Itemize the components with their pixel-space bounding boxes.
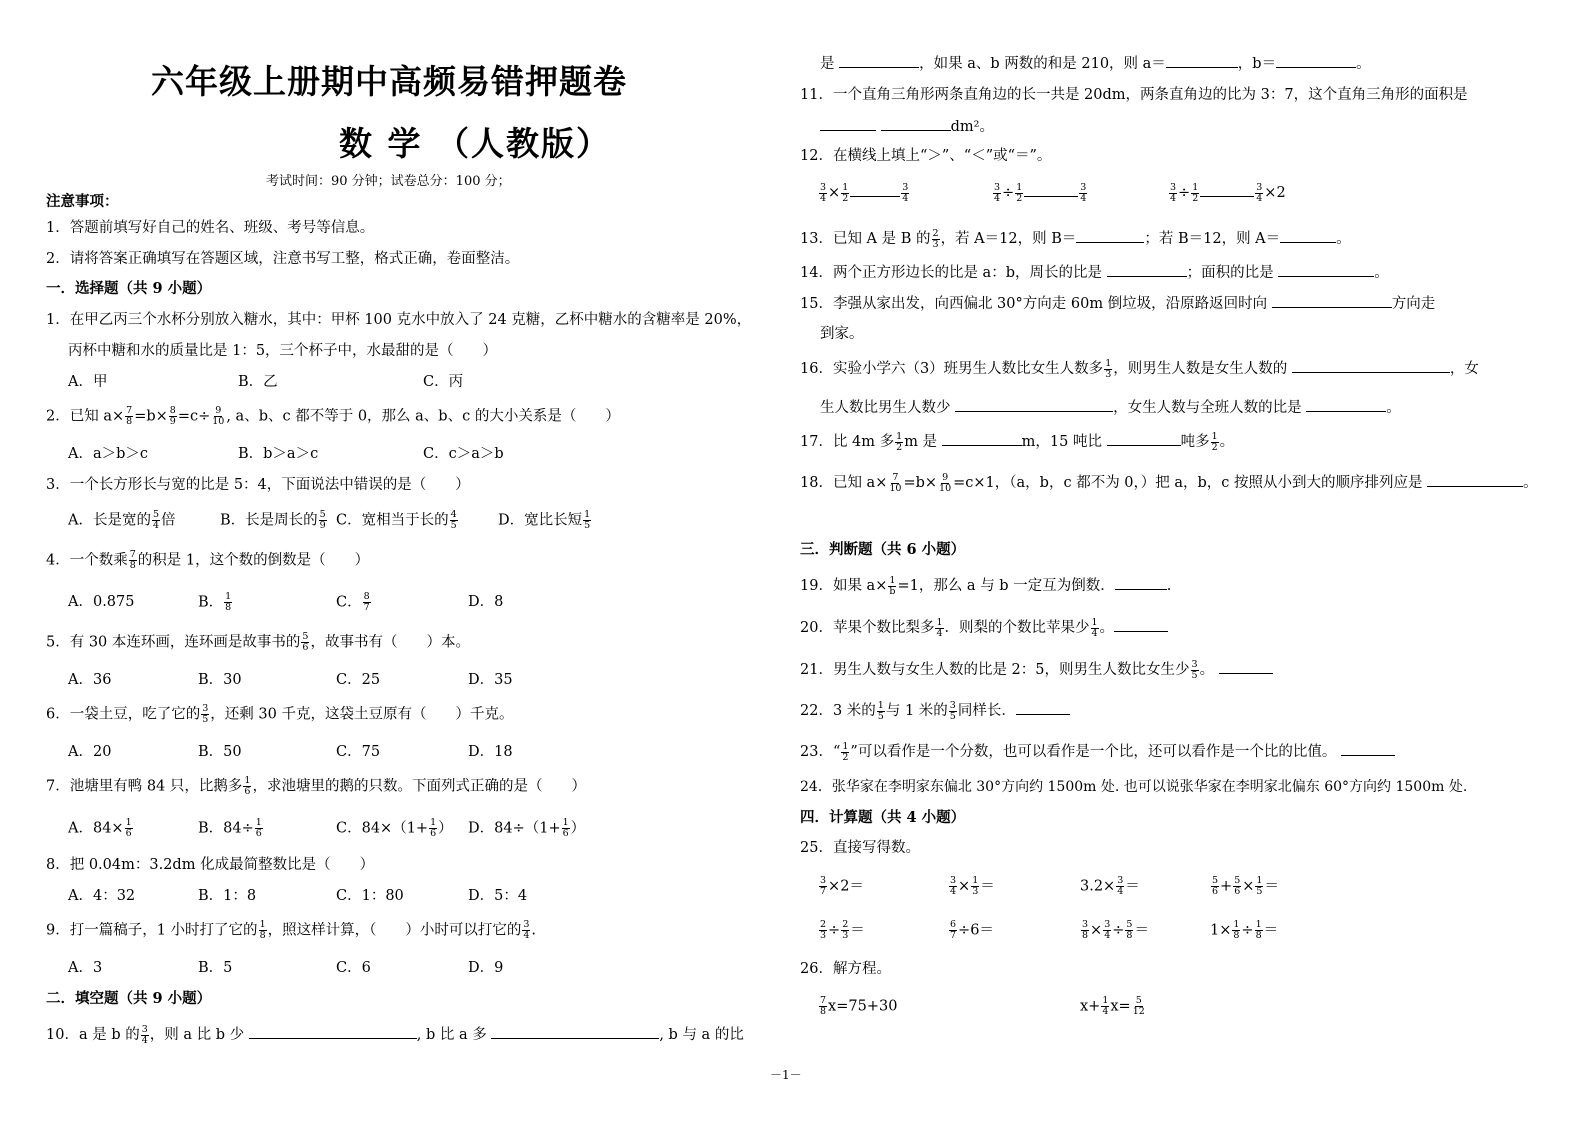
answer-blank[interactable]	[1272, 293, 1392, 308]
question-16-line-2: 生人数比男生人数少 ，女生人数与全班人数的比是 。	[820, 397, 1401, 418]
page-title: 六年级上册期中高频易错押题卷	[151, 62, 627, 101]
question-15-line-1: 15．李强从家出发，向西偏北 30°方向走 60m 倒垃圾，沿原路返回时向 方向走	[800, 293, 1435, 314]
option-b[interactable]: B．长是周长的 $\frac{5}{9}$	[220, 509, 326, 531]
question-4: 4．一个数乘 $\frac{7}{8}$ 的积是 1，这个数的倒数是（ ）	[46, 549, 370, 571]
option-d[interactable]: D．5：4	[468, 888, 528, 904]
answer-blank[interactable]	[1016, 700, 1070, 715]
q2-text-2: =b×	[134, 408, 168, 425]
calc-item: $\frac{6}{7}$ ÷6＝	[950, 919, 994, 941]
answer-blank[interactable]	[1427, 472, 1523, 487]
answer-blank[interactable]	[1076, 228, 1144, 243]
q2-text-3: =c÷	[177, 408, 211, 425]
question-11-line-2: dm²。	[820, 116, 994, 137]
question-10-continued: 是 ，如果 a、b 两数的和是 210，则 a＝ ，b＝ 。	[820, 53, 1371, 74]
question-21: 21．男生人数与女生人数的比是 2：5，则男生人数比女生少 $\frac{3}{5}$ 。	[800, 659, 1273, 681]
answer-blank[interactable]	[881, 116, 951, 131]
option-b[interactable]: B． $\frac{1}{8}$	[198, 591, 232, 613]
calc-item: 3.2× $\frac{3}{4}$ ＝	[1080, 875, 1140, 897]
option-c[interactable]: C．宽相当于长的 $\frac{4}{5}$	[336, 509, 457, 531]
q2-text-1: 2．已知 a×	[46, 408, 125, 425]
answer-blank[interactable]	[850, 182, 900, 197]
option-d[interactable]: D．9	[468, 960, 504, 976]
option-a[interactable]: A．4：32	[68, 888, 136, 904]
option-c[interactable]: C．丙	[423, 374, 464, 390]
answer-blank[interactable]	[249, 1024, 417, 1039]
question-26: 26．解方程。	[800, 961, 891, 977]
compare-item-3: $\frac{3}{4}$ ÷ $\frac{1}{2}$ $\frac{3}{4}$ ×2	[1170, 181, 1286, 204]
section-choice: 一．选择题（共 9 小题）	[46, 280, 212, 297]
question-17: 17．比 4m 多 $\frac{1}{2}$ m 是 m，15 吨比 吨多 $\frac{1}{2}$ 。	[800, 430, 1235, 453]
answer-blank[interactable]	[1166, 53, 1238, 68]
notice-item-1: 1．答题前填写好自己的姓名、班级、考号等信息。	[46, 220, 375, 236]
option-d[interactable]: D．35	[468, 672, 513, 688]
option-b[interactable]: B．5	[198, 960, 233, 976]
compare-item-2: $\frac{3}{4}$ ÷ $\frac{1}{2}$ $\frac{3}{4}$	[994, 181, 1087, 204]
answer-blank[interactable]	[1278, 262, 1374, 277]
answer-blank[interactable]	[1219, 659, 1273, 674]
option-a[interactable]: A．20	[68, 744, 112, 760]
question-7: 7．池塘里有鸭 84 只，比鹅多 $\frac{1}{6}$ ，求池塘里的鹅的只数。下面列式正确的是（ ）	[46, 775, 586, 797]
answer-blank[interactable]	[955, 397, 1113, 412]
question-13: 13．已知 A 是 B 的 $\frac{2}{3}$ ，若 A＝12，则 B＝ ；若 B＝12，则 A＝ 。	[800, 227, 1351, 250]
option-a[interactable]: A．长是宽的 $\frac{5}{4}$ 倍	[68, 509, 176, 531]
option-c[interactable]: C．1：80	[336, 888, 404, 904]
answer-blank[interactable]	[839, 53, 919, 68]
question-1-line-2: 丙杯中糖和水的质量比是 1：5，三个杯子中，水最甜的是（ ）	[68, 343, 498, 359]
question-5: 5．有 30 本连环画，连环画是故事书的 $\frac{5}{6}$ ，故事书有（ ）本。	[46, 631, 470, 653]
section-calc: 四．计算题（共 4 小题）	[800, 809, 966, 826]
question-14: 14．两个正方形边长的比是 a：b，周长的比是 ；面积的比是 。	[800, 262, 1389, 283]
question-8: 8．把 0.04m：3.2dm 化成最简整数比是（ ）	[46, 857, 375, 873]
option-c[interactable]: C．6	[336, 960, 371, 976]
equation-2: x+ $\frac{1}{4}$ x= $\frac{5}{12}$	[1080, 995, 1145, 1017]
page-number: －1－	[770, 1068, 802, 1082]
question-1-line-1: 1．在甲乙丙三个水杯分别放入糖水，其中：甲杯 100 克水中放入了 24 克糖，乙杯中糖水的含糖率是 20%，	[46, 312, 752, 328]
section-fill: 二．填空题（共 9 小题）	[46, 990, 212, 1007]
question-15-line-2: 到家。	[820, 326, 864, 342]
answer-blank[interactable]	[491, 1024, 659, 1039]
fraction: $\frac{7}{8}$	[126, 405, 133, 427]
calc-item: $\frac{3}{4}$ × $\frac{1}{3}$ ＝	[950, 875, 995, 897]
calc-item: $\frac{2}{3}$ ÷ $\frac{2}{3}$ ＝	[820, 919, 865, 941]
question-6: 6．一袋土豆，吃了它的 $\frac{3}{5}$ ，还剩 30 千克，这袋土豆原有（ ）千克。	[46, 703, 514, 725]
question-19: 19．如果 a× $\frac{1}{b}$ =1，那么 a 与 b 一定互为倒数． .	[800, 574, 1172, 597]
answer-blank[interactable]	[1024, 182, 1078, 197]
answer-blank[interactable]	[942, 431, 1022, 446]
option-d[interactable]: D．宽比长短 $\frac{1}{5}$	[498, 509, 591, 531]
option-a[interactable]: A．a＞b＞c	[68, 446, 149, 462]
option-a[interactable]: A．3	[68, 960, 103, 976]
question-2	[46, 406, 620, 427]
option-d[interactable]: D．84÷（1+ $\frac{1}{6}$ ）	[468, 817, 586, 839]
equation-1: $\frac{7}{8}$ x=75+30	[820, 995, 898, 1017]
question-23: 23．“ $\frac{1}{2}$ ”可以看作是一个分数，也可以看作是一个比，还可以看作是一个比的比值。	[800, 741, 1395, 763]
option-b[interactable]: B．50	[198, 744, 242, 760]
notice-item-2: 2．请将答案正确填写在答题区域，注意书写工整，格式正确，卷面整洁。	[46, 251, 520, 267]
answer-blank[interactable]	[1107, 262, 1187, 277]
page-subtitle: 数 学 （人教版）	[339, 124, 611, 163]
option-a[interactable]: A．甲	[68, 374, 108, 390]
question-10: 10．a 是 b 的 $\frac{3}{4}$ ，则 a 比 b 少 , b 比 a 多 , b 与 a 的比	[46, 1023, 744, 1046]
answer-blank[interactable]	[1292, 358, 1450, 373]
answer-blank[interactable]	[1306, 397, 1386, 412]
option-c[interactable]: C．c＞a＞b	[423, 446, 504, 462]
answer-blank[interactable]	[1280, 228, 1336, 243]
answer-blank[interactable]	[1114, 617, 1168, 632]
calc-item: 1× $\frac{1}{8}$ ÷ $\frac{1}{8}$ ＝	[1210, 919, 1279, 941]
option-a[interactable]: A．0.875	[68, 594, 135, 610]
answer-blank[interactable]	[1115, 575, 1167, 590]
option-d[interactable]: D．18	[468, 744, 513, 760]
question-16-line-1: 16．实验小学六（3）班男生人数比女生人数多 $\frac{1}{3}$ ，则男生人数是女生人数的 ，女	[800, 357, 1479, 380]
calc-item: $\frac{3}{8}$ × $\frac{3}{4}$ ÷ $\frac{5}{8}$ ＝	[1082, 919, 1149, 941]
option-c[interactable]: C．25	[336, 672, 381, 688]
option-c[interactable]: C．75	[336, 744, 381, 760]
answer-blank[interactable]	[1276, 53, 1356, 68]
question-20: 20．苹果个数比梨多 $\frac{1}{4}$ ．则梨的个数比苹果少 $\frac{1}{4}$ 。	[800, 617, 1168, 639]
answer-blank[interactable]	[1341, 741, 1395, 756]
question-3: 3．一个长方形长与宽的比是 5：4，下面说法中错误的是（ ）	[46, 477, 470, 493]
calc-item: $\frac{5}{6}$ + $\frac{5}{6}$ × $\frac{1}{5}$ ＝	[1212, 875, 1279, 897]
answer-blank[interactable]	[1200, 182, 1254, 197]
option-a[interactable]: A．36	[68, 672, 112, 688]
option-b[interactable]: B．乙	[238, 374, 278, 390]
option-b[interactable]: B．b＞a＞c	[238, 446, 319, 462]
question-18: 18．已知 a× $\frac{7}{10}$ =b× $\frac{9}{10}$ =c×1，（a，b，c 都不为 0，）把 a，b，c 按照从小到大的顺序排列应是 。	[800, 471, 1538, 494]
exam-info: 考试时间：90 分钟；试卷总分：100 分；	[266, 174, 511, 189]
option-b[interactable]: B．1：8	[198, 888, 257, 904]
question-11-line-1: 11．一个直角三角形两条直角边的长一共是 20dm，两条直角边的比为 3：7，这个直角三角形的面积是	[800, 87, 1468, 103]
fraction: $\frac{9}{10}$	[212, 405, 225, 427]
option-c[interactable]: C．84×（1+ $\frac{1}{6}$ ）	[336, 817, 453, 839]
question-9: 9．打一篇稿子，1 小时打了它的 $\frac{1}{8}$ ，照这样计算，（ ）小时可以打它的 $\frac{3}{4}$ .	[46, 919, 537, 941]
option-d[interactable]: D．8	[468, 594, 504, 610]
compare-item-1: $\frac{3}{4}$ × $\frac{1}{2}$ $\frac{3}{4}$	[820, 181, 909, 204]
fraction: $\frac{8}{9}$	[169, 405, 176, 427]
question-25: 25．直接写得数。	[800, 840, 920, 856]
option-b[interactable]: B．84÷ $\frac{1}{6}$	[198, 817, 262, 839]
question-22: 22．3 米的 $\frac{1}{5}$ 与 1 米的 $\frac{3}{5}$ 同样长．	[800, 700, 1070, 722]
calc-item: $\frac{3}{7}$ ×2＝	[820, 875, 864, 897]
notice-heading: 注意事项：	[46, 193, 119, 210]
answer-blank[interactable]	[1107, 431, 1181, 446]
section-judge: 三．判断题（共 6 小题）	[800, 541, 966, 558]
question-24: 24．张华家在李明家东偏北 30°方向约 1500m 处. 也可以说张华家在李明家北偏东 60°方向约 1500m 处.	[800, 779, 1468, 795]
option-a[interactable]: A．84× $\frac{1}{6}$	[68, 817, 132, 839]
option-c[interactable]: C． $\frac{8}{7}$	[336, 591, 370, 613]
question-12: 12．在横线上填上“＞”、“＜”或“＝”。	[800, 148, 1052, 164]
option-b[interactable]: B．30	[198, 672, 242, 688]
answer-blank[interactable]	[820, 116, 876, 131]
q2-text-4: , a、b、c 都不等于 0，那么 a、b、c 的大小关系是（ ）	[226, 408, 620, 425]
